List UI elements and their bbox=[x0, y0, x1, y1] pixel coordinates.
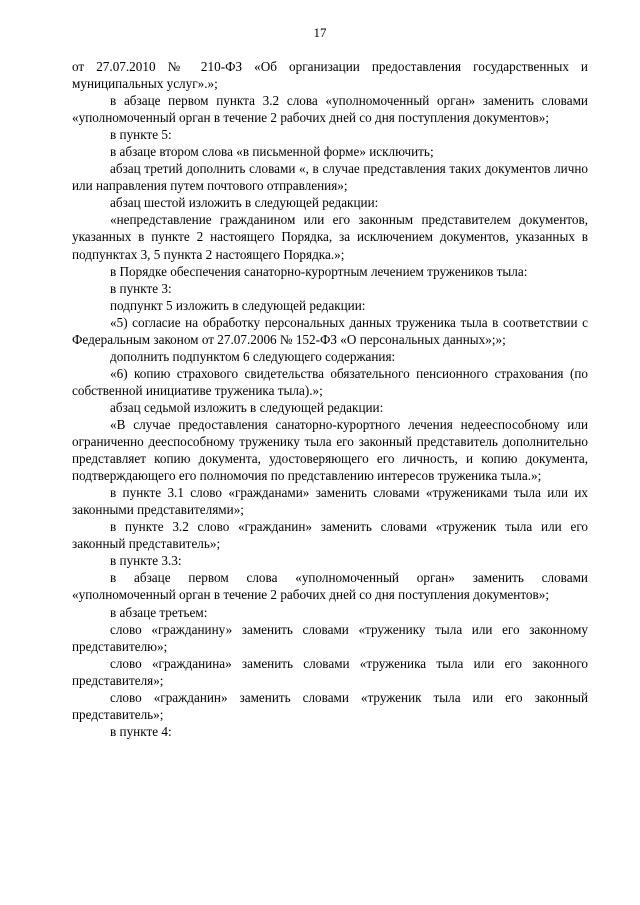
paragraph: слово «гражданина» заменить словами «труженика тыла или его законного представителя»; bbox=[72, 655, 588, 688]
paragraph: в пункте 3.3: bbox=[110, 553, 182, 569]
paragraph: абзац третий дополнить словами «, в случае представления таких документов лично или направления путем почтового отправления»; bbox=[72, 161, 588, 194]
paragraph: в абзаце третьем: bbox=[110, 604, 208, 620]
paragraph: в абзаце первом пункта 3.2 слова «уполномоченный орган» заменить словами «уполномоченный орган в течение 2 рабочих дней со дня поступления документов»; bbox=[72, 93, 588, 126]
paragraph: слово «гражданин» заменить словами «труженик тыла или его законный представитель»; bbox=[72, 689, 588, 722]
paragraph: дополнить подпунктом 6 следующего содержания: bbox=[110, 348, 396, 364]
paragraph: абзац седьмой изложить в следующей редакции: bbox=[110, 399, 384, 415]
paragraph: «непредставление гражданином или его законным представителем документов, указанных в пункте 2 настоящего Порядка, за исключением документов, указанных в подпунктах 3, 5 пункта 2 настоящего Порядка.»; bbox=[72, 212, 588, 262]
paragraph: в абзаце втором слова «в письменной форме» исключить; bbox=[110, 144, 434, 160]
paragraph: в пункте 4: bbox=[110, 723, 172, 739]
paragraph: «5) согласие на обработку персональных данных труженика тыла в соответствии с Федеральным законом от 27.07.2006 № 152-ФЗ «О персональных данных»;»; bbox=[72, 314, 588, 347]
paragraph: «6) копию страхового свидетельства обязательного пенсионного страхования (по собственной инициативе труженика тыла).»; bbox=[72, 365, 588, 398]
paragraph: «В случае предоставления санаторно-курортного лечения недееспособному или ограниченно дееспособному труженику тыла его законный представитель дополнительно представляет копию документа, удостоверяющего его личность, и копию документа, подтверждающего его полномочия по представлению интересов труженика тыла.»; bbox=[72, 416, 588, 484]
paragraph: в абзаце первом слова «уполномоченный орган» заменить словами «уполномоченный орган в течение 2 рабочих дней со дня поступления документов»; bbox=[72, 570, 588, 603]
document-body bbox=[72, 58, 588, 740]
paragraph: абзац шестой изложить в следующей редакции: bbox=[110, 195, 379, 211]
paragraph: в пункте 5: bbox=[110, 127, 172, 143]
paragraph: слово «гражданину» заменить словами «труженику тыла или его законному представителю»; bbox=[72, 621, 588, 654]
page-number: 17 bbox=[313, 25, 327, 40]
paragraph: в пункте 3: bbox=[110, 280, 172, 296]
paragraph: в пункте 3.2 слово «гражданин» заменить словами «труженик тыла или его законный представитель»; bbox=[72, 519, 588, 552]
paragraph: в пункте 3.1 слово «гражданами» заменить словами «тружениками тыла или их законными представителями»; bbox=[72, 485, 588, 518]
paragraph: в Порядке обеспечения санаторно-курортным лечением тружеников тыла: bbox=[110, 263, 528, 279]
paragraph: подпункт 5 изложить в следующей редакции: bbox=[110, 297, 366, 313]
paragraph: от 27.07.2010 № 210-ФЗ «Об организации предоставления государственных и муниципальных услуг».»; bbox=[72, 59, 588, 92]
